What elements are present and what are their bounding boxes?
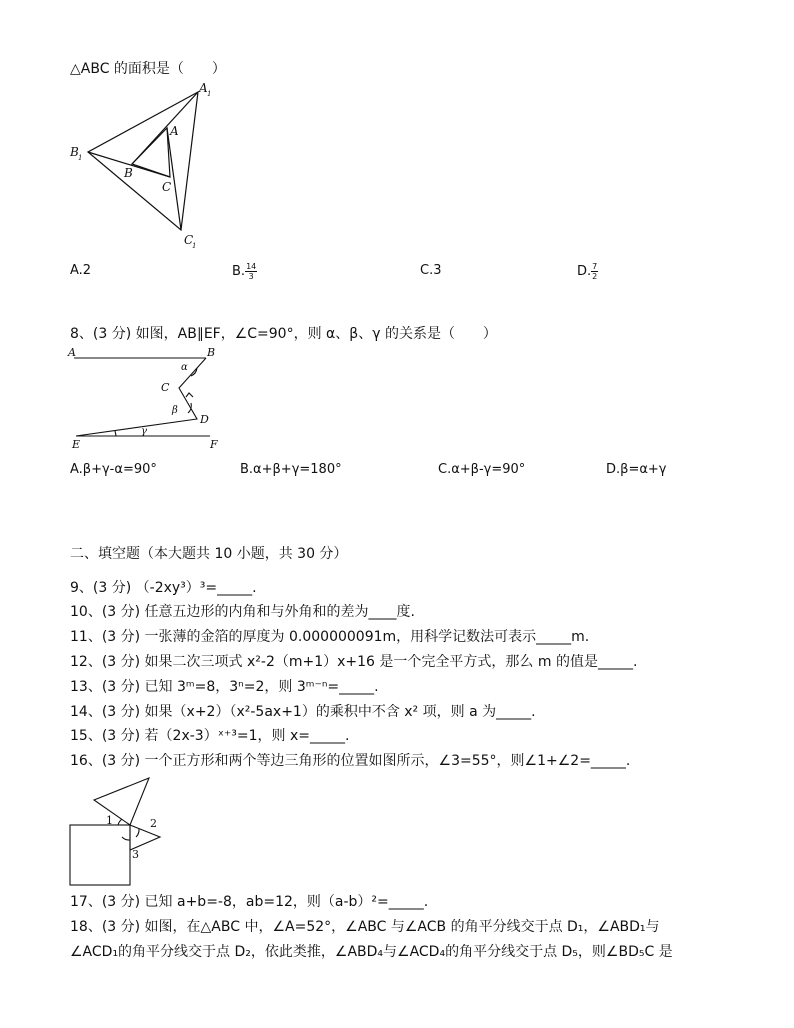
q16-square-triangles-figure bbox=[64, 770, 174, 888]
q8-option-d[interactable]: D.β=α+γ bbox=[606, 462, 667, 477]
label-e: E bbox=[72, 438, 81, 450]
q7-stem: △ABC 的面积是（ ） bbox=[70, 61, 226, 77]
q8-option-a[interactable]: A.β+γ-α=90° bbox=[70, 462, 157, 477]
q8-option-c[interactable]: C.α+β-γ=90° bbox=[438, 462, 526, 477]
q7-option-b-numerator: 14 bbox=[246, 262, 257, 271]
label-gamma: γ bbox=[141, 426, 147, 437]
question-15: 15、(3 分) 若（2x-3）ˣ⁺³=1，则 x=_____. bbox=[70, 728, 350, 744]
q7-option-d[interactable] bbox=[577, 262, 598, 281]
label-c1-sub: 1 bbox=[192, 242, 197, 250]
label-c1: C bbox=[184, 233, 194, 247]
question-13: 13、(3 分) 已知 3ᵐ=8，3ⁿ=2，则 3ᵐ⁻ⁿ=_____. bbox=[70, 679, 379, 695]
label-b: B bbox=[207, 346, 216, 359]
label-b1-sub: 1 bbox=[78, 154, 83, 162]
triangle-a1b1c1 bbox=[88, 92, 198, 230]
section-2-heading: 二、填空题（本大题共 10 小题，共 30 分） bbox=[70, 546, 348, 562]
q7-triangle-figure bbox=[60, 78, 250, 253]
label-f: F bbox=[210, 438, 218, 450]
q7-option-d-fraction bbox=[591, 262, 598, 281]
label-a: A bbox=[170, 124, 179, 138]
q7-option-b[interactable] bbox=[232, 262, 257, 281]
label-c: C bbox=[162, 180, 172, 194]
angle-2-label: 2 bbox=[150, 817, 157, 830]
question-11: 11、(3 分) 一张薄的金箔的厚度为 0.000000091m，用科学记数法可表示_____m. bbox=[70, 629, 590, 645]
angle-3-label: 3 bbox=[132, 848, 139, 861]
q7-option-a[interactable]: A.2 bbox=[70, 263, 92, 278]
upper-equilateral-triangle bbox=[94, 778, 149, 825]
q7-option-c[interactable]: C.3 bbox=[420, 263, 442, 278]
square bbox=[70, 825, 130, 885]
q7-option-d-denominator: 2 bbox=[592, 272, 598, 281]
question-12: 12、(3 分) 如果二次三项式 x²-2（m+1）x+16 是一个完全平方式，那么 m 的值是_____. bbox=[70, 654, 638, 670]
label-b1: B bbox=[70, 145, 79, 159]
q8-option-b[interactable]: B.α+β+γ=180° bbox=[240, 462, 342, 477]
q7-option-b-denominator: 3 bbox=[248, 272, 254, 281]
q7-option-d-prefix: D. bbox=[577, 264, 592, 279]
label-c: C bbox=[161, 381, 170, 394]
question-18-line-2: ∠ACD₁的角平分线交于点 D₂，依此类推，∠ABD₄与∠ACD₄的角平分线交于点 D₅，则∠BD₅C 是 bbox=[70, 944, 673, 960]
label-beta: β bbox=[172, 405, 178, 416]
label-a: A bbox=[68, 346, 76, 359]
q8-stem: 8、(3 分) 如图，AB∥EF，∠C=90°，则 α、β、γ 的关系是（ ） bbox=[70, 326, 497, 342]
question-9: 9、(3 分) （-2xy³）³=_____. bbox=[70, 580, 257, 596]
label-a1-sub: 1 bbox=[207, 90, 212, 98]
question-16: 16、(3 分) 一个正方形和两个等边三角形的位置如图所示，∠3=55°，则∠1+∠2=_____. bbox=[70, 753, 631, 769]
q7-option-b-prefix: B. bbox=[232, 264, 246, 279]
question-14: 14、(3 分) 如果（x+2）（x²-5ax+1）的乘积中不含 x² 项，则 a 为_____. bbox=[70, 704, 536, 720]
label-alpha: α bbox=[181, 362, 188, 373]
question-18-line-1: 18、(3 分) 如图，在△ABC 中，∠A=52°，∠ABC 与∠ACB 的角平分线交于点 D₁，∠ABD₁与 bbox=[70, 919, 660, 935]
triangle-abc bbox=[132, 128, 170, 177]
question-17: 17、(3 分) 已知 a+b=-8，ab=12，则（a-b）²=_____. bbox=[70, 894, 429, 910]
q8-parallel-lines-figure bbox=[64, 340, 234, 450]
label-b: B bbox=[124, 166, 133, 180]
label-a1: A bbox=[199, 81, 208, 95]
question-10: 10、(3 分) 任意五边形的内角和与外角和的差为____度. bbox=[70, 604, 415, 620]
q7-option-b-fraction bbox=[245, 262, 257, 281]
label-d: D bbox=[200, 413, 209, 426]
angle-1-label: 1 bbox=[106, 814, 113, 827]
q7-option-d-numerator: 7 bbox=[592, 262, 598, 271]
